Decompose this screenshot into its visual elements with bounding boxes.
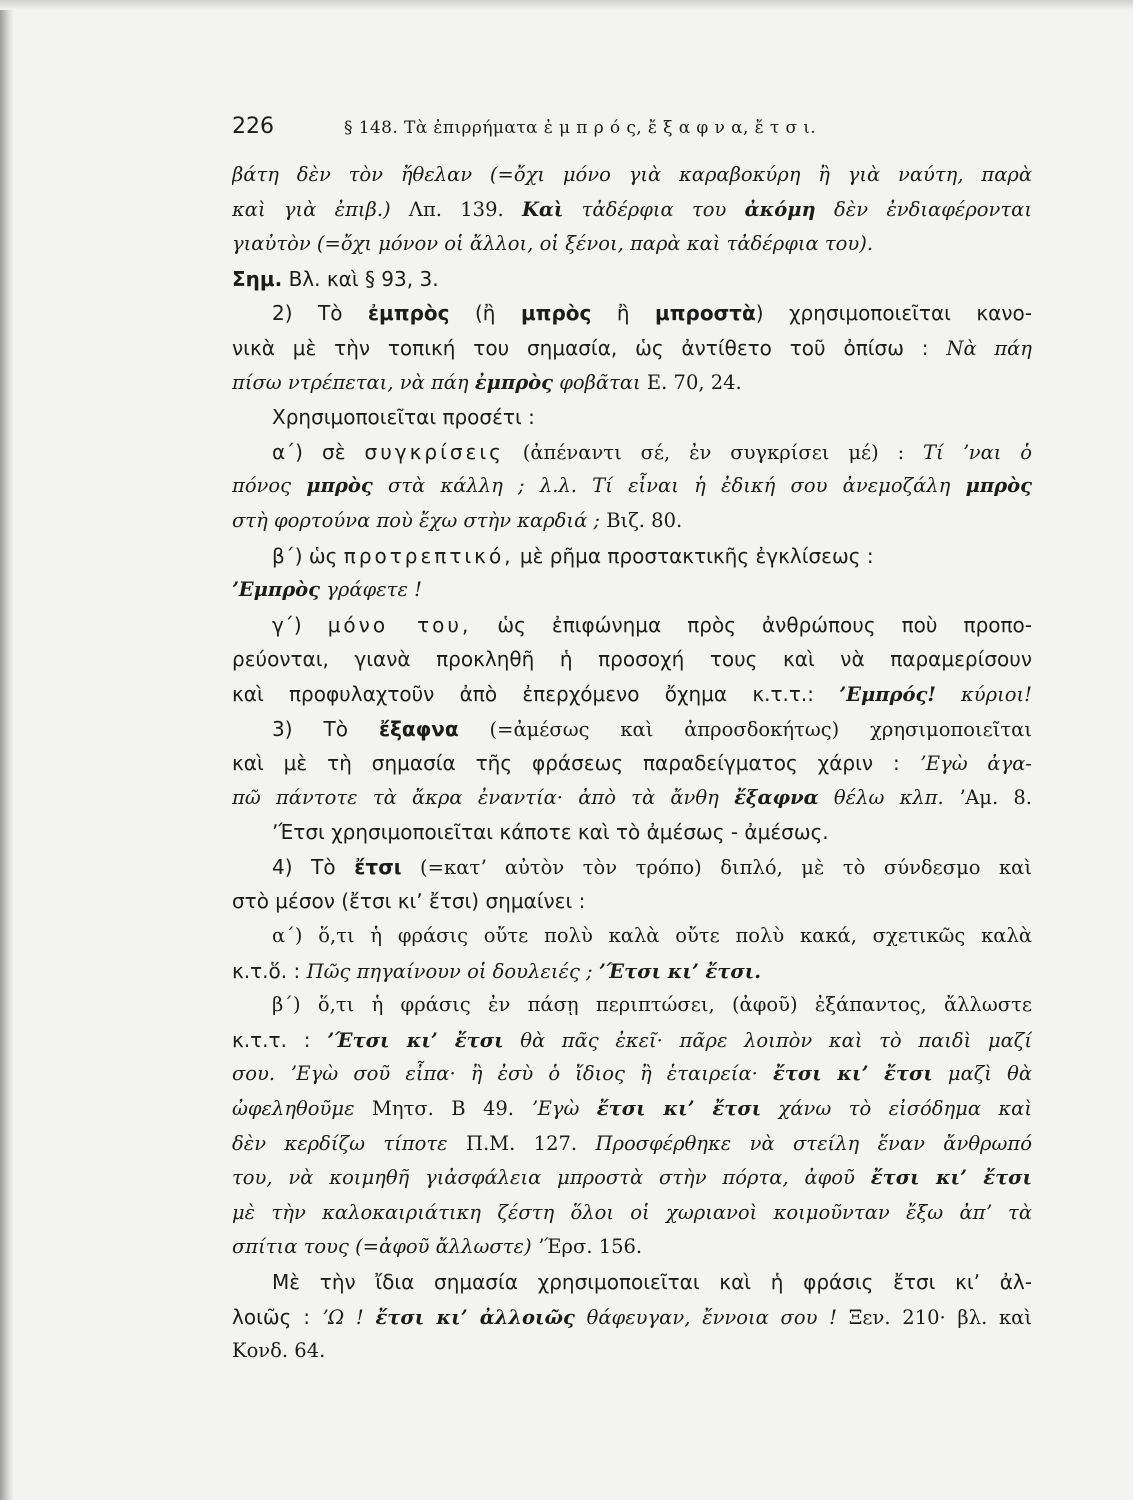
example: πῶ πάντοτε τὰ ἄκρα ἐναντία· ἀπὸ τὰ ἄνθη (232, 785, 735, 809)
text-line: α΄) ὅ,τι ἡ φράσις οὔτε πολὺ καλὰ οὔτε πολὺ κακά, σχετικῶς καλὰ (272, 924, 1032, 948)
text-line (232, 331, 1032, 366)
example: ʼΕγὼ (531, 1097, 597, 1121)
emphasis: μπρὸς (306, 474, 373, 498)
example: χάνω τὸ εἰσόδημα καὶ (761, 1097, 1032, 1121)
text-run: κ.τ.ὅ. : (232, 958, 307, 983)
example: φοβᾶται (553, 370, 641, 394)
text-line: στὸ μέσον (ἔτσι κιʼ ἔτσι) σημαίνει : (232, 889, 586, 914)
text-line (232, 1092, 1032, 1127)
text-run: ὡς ἐπιφώνημα πρὸς ἀνθρώπους ποὺ προπο- (471, 612, 1032, 637)
example: του, νὰ κοιμηθῆ γιἀσφάλεια μπροστὰ στὴν πόρτα, ἀφοῦ (232, 1166, 871, 1190)
emphasis: ʼΕμπρὸς (232, 578, 321, 602)
term: μπροστὰ (655, 301, 756, 326)
text-line (232, 781, 1032, 816)
text-run: καὶ μὲ τὴ σημασία τῆς φράσεως παραδείγματος χάριν : (232, 751, 920, 776)
text-run: μὲ ρῆμα προστακτικῆς ἐγκλίσεως : (513, 543, 874, 568)
text-run: λοιῶς : (232, 1304, 322, 1329)
emphasis: ʼΈτσι κιʼ ἔτσι (327, 1028, 504, 1052)
page-top-shadow (0, 0, 1133, 10)
text-run: καὶ γιὰ ἐπιβ.) (232, 197, 409, 221)
example: γράφετε ! (320, 578, 422, 602)
citation: Ξεν. 210· βλ. καὶ (837, 1305, 1032, 1329)
text-line (232, 504, 1032, 539)
example: θάφευγαν, ἔννοια σου ! (574, 1305, 837, 1329)
text-line (232, 469, 1032, 504)
example: πίσω ντρέπεται, νὰ πάη (232, 370, 475, 394)
spaced-term: προτρεπτικό, (343, 543, 514, 568)
example: δὲν κερδίζω τίποτε (232, 1131, 448, 1155)
text-line: Χρησιμοποιεῖται προσέτι : (272, 405, 535, 430)
citation: Βιζ. 80. (606, 508, 683, 532)
example: ʼΩ ! (321, 1305, 376, 1329)
example: Νὰ πάη (946, 336, 1032, 360)
term: ἐμπρὸς (367, 301, 450, 326)
text-run: α΄) σὲ (272, 439, 365, 464)
text-run: καὶ προφυλαχτοῦν ἀπὸ ἐπερχόμενο ὄχημα κ.τ.τ.: (232, 681, 840, 706)
text-run: γ΄) (272, 612, 328, 637)
text-line: γιαὐτὸν (=ὄχι μόνον οἱ ἄλλοι, οἱ ξένοι, παρὰ καὶ τἀδέρφια του). (232, 232, 874, 256)
citation: Π.Μ. 127. (447, 1131, 596, 1155)
text-line: βάτη δὲν τὸν ἤθελαν (=ὄχι μόνο γιὰ καραβοκύρη ἢ γιὰ ναύτη, παρὰ (232, 163, 1032, 186)
text-run: β΄) ὡς (272, 543, 344, 568)
note-label: Σημ. (232, 266, 283, 291)
text-run: 3) Τὸ (272, 716, 379, 741)
example: ʼΕγὼ ἀγα- (919, 752, 1032, 776)
text-line (232, 746, 1032, 781)
term: ἔξαφνα (378, 716, 459, 741)
example: θέλω κλπ. (818, 785, 944, 809)
example: Τί ʼναι ὁ (923, 440, 1032, 464)
text-line: μὲ τὴν καλοκαιριάτικη ζέστη ὅλοι οἱ χωριανοὶ κοιμοῦνταν ἔξω ἀπʼ τὰ (232, 1200, 1032, 1224)
citation: ʼΈρσ. 156. (531, 1235, 643, 1259)
text-run: 2) Τὸ (272, 301, 368, 326)
page-header (232, 114, 1032, 150)
text-line (232, 1300, 1032, 1335)
text-line: β΄) ὅ,τι ἡ φράσις ἐν πάσῃ περιπτώσει, (ἀφοῦ) ἐξάπαντος, ἄλλωστε (272, 993, 1032, 1017)
text-run: ἢ (591, 301, 656, 326)
emphasis: ἔτσι κιʼ ἔτσι (772, 1062, 933, 1086)
spaced-term: μόνο του, (327, 612, 472, 637)
note-line (232, 262, 1032, 297)
emphasis: ἔτσι κιʼ ἔτσι (596, 1097, 762, 1121)
emphasis: ἔξαφνα (734, 785, 819, 809)
page-number: 226 (232, 114, 274, 139)
emphasis: ἀκόμη (744, 197, 816, 221)
spaced-term: συγκρίσεις (364, 439, 504, 464)
text-run: ) χρησιμοποιεῖται κανο- (755, 301, 1032, 326)
citation: ʼΑμ. 8. (943, 785, 1032, 809)
note-text: Βλ. καὶ § 93, 3. (282, 266, 439, 291)
text-line (232, 296, 1032, 331)
emphasis: μπρὸς (965, 474, 1032, 498)
example: ὠφεληθοῦμε (232, 1097, 355, 1121)
text-line (232, 1127, 1032, 1162)
text-line: Κονδ. 64. (232, 1339, 326, 1363)
text-run: νικὰ μὲ τὴν τοπική του σημασία, ὡς ἀντίθετο τοῦ ὀπίσω : (232, 335, 947, 360)
text-line (232, 954, 1032, 989)
citation: Λπ. 139. (408, 197, 522, 221)
text-run: τἀδέρφια του (563, 197, 745, 221)
text-run: κ.τ.τ. : (232, 1027, 328, 1052)
citation: Μητσ. Β 49. (354, 1097, 532, 1121)
text-run: (ἢ (449, 301, 521, 326)
text-line (232, 1161, 1032, 1196)
example: σου. ʼΕγὼ σοῦ εἶπα· ἢ ἐσὺ ὁ ἴδιος ἢ ἑταιρεία· (232, 1062, 773, 1086)
example: θὰ πᾶς ἐκεῖ· πᾶρε λοιπὸν καὶ τὸ παιδὶ μαζί (503, 1028, 1032, 1052)
text-line (232, 850, 1032, 885)
example: στὰ κάλλη ; λ.λ. Τί εἶναι ἡ ἐδική σου ἀνεμοζάλη (372, 474, 966, 498)
term: μπρὸς (520, 301, 592, 326)
text-run: 4) Τὸ (272, 854, 355, 879)
text-line (232, 193, 1032, 228)
text-line (232, 573, 1032, 608)
example: κύριοι! (935, 682, 1032, 706)
example: στὴ φορτούνα ποὺ ἔχω στὴν καρδιά ; (232, 508, 607, 532)
text-line (232, 1230, 1032, 1265)
text-line: Μὲ τὴν ἴδια σημασία χρησιμοποιεῖται καὶ ἡ φράσις ἔτσι κιʼ ἀλ- (272, 1270, 1032, 1294)
term: ἔτσι (354, 854, 402, 879)
text-line: ʼΈτσι χρησιμοποιεῖται κάποτε καὶ τὸ ἀμέσως - ἀμέσως. (272, 820, 829, 845)
text-line (232, 1057, 1032, 1092)
text-run: (=ἀμέσως καὶ ἀπροσδοκήτως) χρησιμοποιεῖται (458, 717, 1032, 741)
text-line (232, 539, 1032, 574)
text-line (232, 366, 1032, 401)
emphasis: ʼΈτσι κιʼ ἔτσι. (598, 959, 762, 983)
emphasis: ἔτσι κιʼ ἔτσι (870, 1166, 1032, 1190)
emphasis: ἔτσι κιʼ ἀλλοιῶς (375, 1305, 575, 1329)
page-binding-shadow (0, 0, 14, 1500)
running-title: § 148. Τὰ ἐπιρρήματα ἐ μ π ρ ό ς, ἔ ξ α φ ν α, ἔ τ σ ι. (344, 118, 817, 138)
emphasis: Καὶ (521, 197, 564, 221)
citation: Ε. 70, 24. (640, 370, 742, 394)
page-body (232, 158, 1032, 1369)
emphasis: ʼΕμπρός! (839, 682, 936, 706)
text-run: (ἀπέναντι σέ, ἐν συγκρίσει μέ) : (503, 440, 924, 464)
text-run: δὲν ἐνδιαφέρονται (815, 197, 1032, 221)
example: Προσφέρθηκε νὰ στείλη ἕναν ἄνθρωπό (595, 1131, 1032, 1155)
example: μαζὶ θὰ (932, 1062, 1032, 1086)
text-line: ρεύονται, γιανὰ προκληθῆ ἡ προσοχή τους καὶ νὰ παραμερίσουν (232, 647, 1032, 672)
text-line (232, 677, 1032, 712)
text-line (232, 608, 1032, 643)
text-line (232, 435, 1032, 470)
text-line (232, 712, 1032, 747)
example: πόνος (232, 474, 307, 498)
emphasis: ἐμπρὸς (474, 370, 554, 394)
example: σπίτια τους (=ἀφοῦ ἄλλωστε) (232, 1235, 532, 1259)
text-line (232, 1023, 1032, 1058)
example: Πῶς πηγαίνουν οἱ δουλειές ; (306, 959, 599, 983)
text-run: (=κατʼ αὐτὸν τὸν τρόπο) διπλό, μὲ τὸ σύνδεσμο καὶ (401, 855, 1032, 879)
